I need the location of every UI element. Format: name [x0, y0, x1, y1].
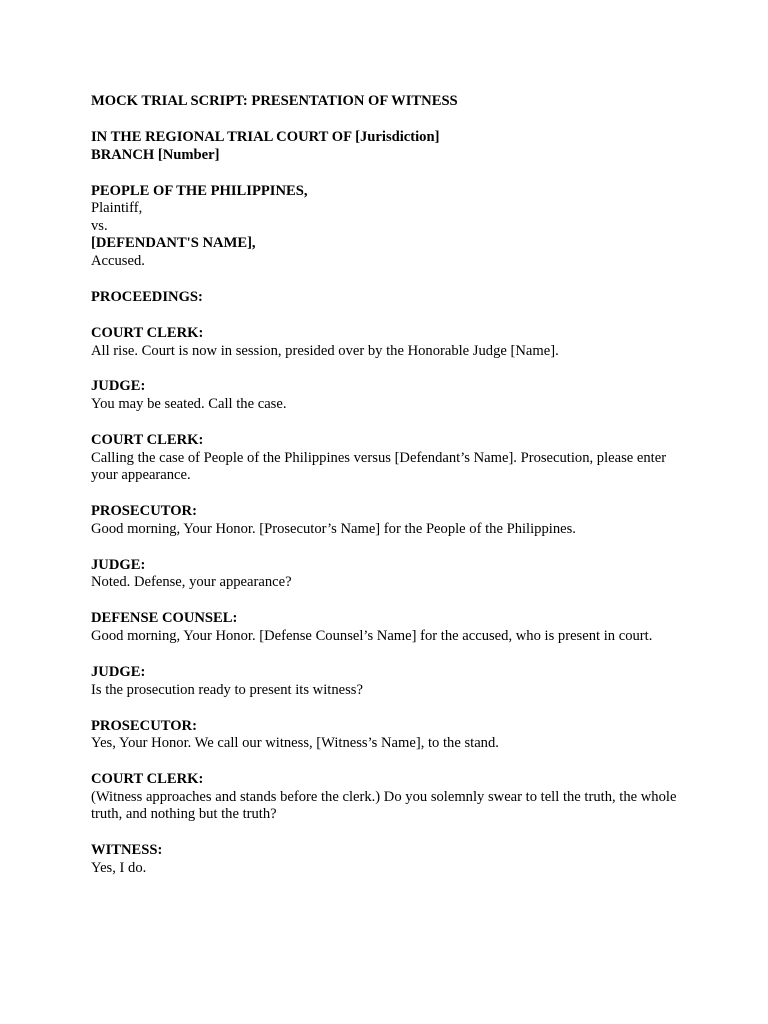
dialogue-entry [91, 842, 691, 877]
speaker-label: DEFENSE COUNSEL: [91, 610, 238, 627]
speaker-label: JUDGE: [91, 378, 146, 395]
speaker-label: WITNESS: [91, 842, 163, 859]
dialogue-text: Calling the case of People of the Philippines versus [Defendant’s Name]. Prosecution, please enter your appearance. [91, 449, 667, 484]
document-title: MOCK TRIAL SCRIPT: PRESENTATION OF WITNESS [91, 93, 458, 109]
proceedings-heading-block [91, 289, 691, 307]
speaker-label: JUDGE: [91, 663, 146, 680]
speaker-label: JUDGE: [91, 556, 146, 573]
speaker-label: COURT CLERK: [91, 324, 204, 341]
dialogue-entry [91, 610, 691, 645]
speaker-label: COURT CLERK: [91, 432, 204, 449]
document-page [91, 93, 691, 896]
court-branch: BRANCH [Number] [91, 146, 220, 163]
dialogue-entry [91, 432, 691, 485]
speaker-label: PROSECUTOR: [91, 503, 197, 520]
speaker-label: PROSECUTOR: [91, 717, 197, 734]
dialogue-entry [91, 325, 691, 360]
dialogue-entry [91, 718, 691, 753]
court-name: IN THE REGIONAL TRIAL COURT OF [Jurisdiction] [91, 128, 440, 145]
proceedings-heading: PROCEEDINGS: [91, 288, 203, 305]
speaker-label: COURT CLERK: [91, 771, 204, 788]
dialogue-text: (Witness approaches and stands before the clerk.) Do you solemnly swear to tell the truth, the whole truth, and nothing but the truth? [91, 788, 677, 823]
dialogue-text: Yes, I do. [91, 859, 147, 876]
dialogue-entry [91, 771, 691, 824]
dialogue-text: Good morning, Your Honor. [Defense Counsel’s Name] for the accused, who is present in court. [91, 627, 653, 644]
dialogue-entry [91, 378, 691, 413]
dialogue-text: All rise. Court is now in session, presided over by the Honorable Judge [Name]. [91, 342, 559, 359]
dialogue-entry [91, 557, 691, 592]
dialogue-text: Good morning, Your Honor. [Prosecutor’s Name] for the People of the Philippines. [91, 520, 576, 537]
versus-label: vs. [91, 217, 108, 234]
plaintiff-role: Plaintiff, [91, 200, 143, 217]
plaintiff-name: PEOPLE OF THE PHILIPPINES, [91, 182, 308, 199]
dialogue-text: Noted. Defense, your appearance? [91, 574, 292, 591]
dialogue-text: You may be seated. Call the case. [91, 396, 287, 413]
dialogue-entry [91, 503, 691, 538]
dialogue-text: Yes, Your Honor. We call our witness, [Witness’s Name], to the stand. [91, 735, 499, 752]
defendant-name: [DEFENDANT'S NAME], [91, 235, 256, 252]
document-title-block [91, 93, 691, 111]
dialogue-entry [91, 664, 691, 699]
court-heading [91, 129, 691, 164]
case-caption [91, 183, 691, 271]
dialogue-text: Is the prosecution ready to present its witness? [91, 681, 363, 698]
defendant-role: Accused. [91, 252, 145, 269]
